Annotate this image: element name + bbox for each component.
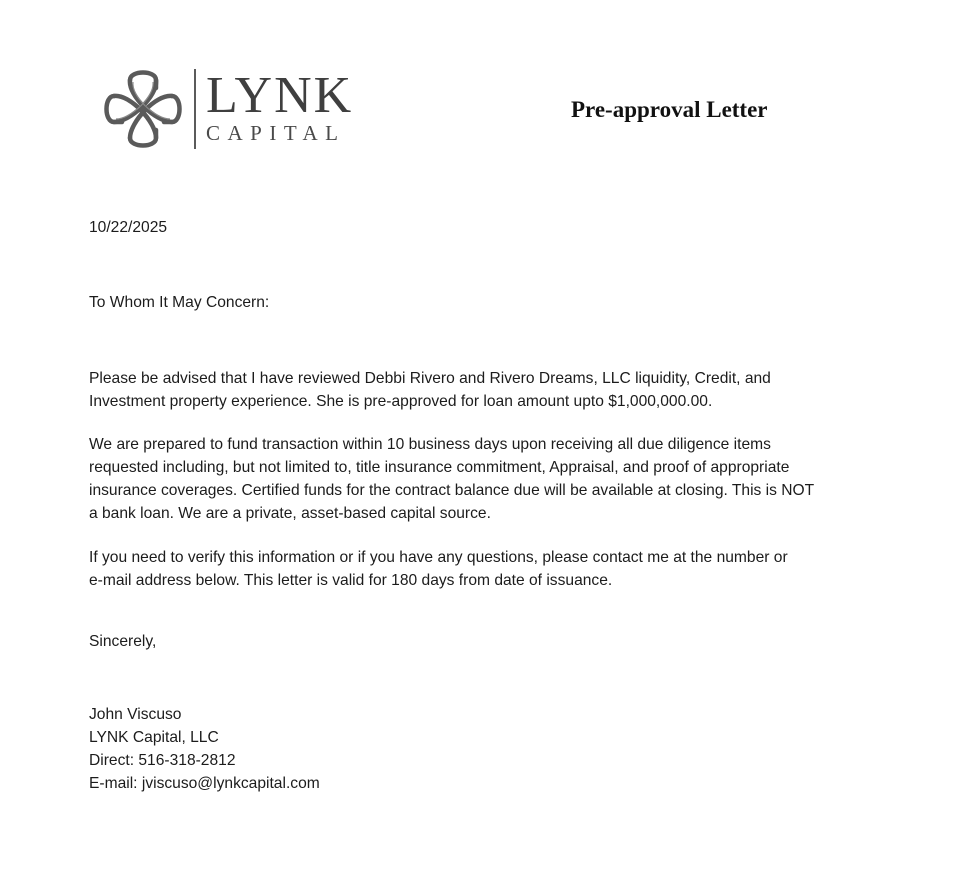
letter-date: 10/22/2025 (89, 219, 168, 236)
signer-email: E-mail: jviscuso@lynkcapital.com (89, 775, 320, 792)
logo-name: LYNK (206, 67, 354, 124)
paragraph-line: a bank loan. We are a private, asset-based capital source. (89, 505, 491, 522)
logo-subtitle: CAPITAL (206, 121, 346, 145)
paragraph-line: insurance coverages. Certified funds for the contract balance due will be available at closing. This is NOT (89, 482, 815, 499)
signature-block (89, 703, 320, 795)
logo-divider (194, 69, 196, 149)
company-logo (100, 66, 353, 152)
paragraph-contact-validity (89, 546, 788, 592)
paragraph-line: Investment property experience. She is pre-approved for loan amount upto $1,000,000.00. (89, 393, 713, 410)
paragraph-line: We are prepared to fund transaction within 10 business days upon receiving all due diligence items (89, 436, 771, 453)
closing: Sincerely, (89, 633, 157, 650)
paragraph-preapproval (89, 367, 771, 413)
paragraph-line: If you need to verify this information or if you have any questions, please contact me at the number or (89, 549, 788, 566)
paragraph-line: e-mail address below. This letter is valid for 180 days from date of issuance. (89, 572, 613, 589)
signer-company: LYNK Capital, LLC (89, 729, 219, 746)
signer-name: John Viscuso (89, 706, 182, 723)
paragraph-funding-terms (89, 433, 814, 525)
paragraph-line: Please be advised that I have reviewed Debbi Rivero and Rivero Dreams, LLC liquidity, Credit, and (89, 370, 771, 387)
logo-wordmark (206, 67, 354, 145)
interlaced-knot-logo-icon (100, 66, 186, 152)
paragraph-line: requested including, but not limited to, title insurance commitment, Appraisal, and proof of appropriate (89, 459, 790, 476)
signer-phone: Direct: 516-318-2812 (89, 752, 236, 769)
salutation: To Whom It May Concern: (89, 294, 270, 311)
document-title: Pre-approval Letter (571, 97, 768, 122)
